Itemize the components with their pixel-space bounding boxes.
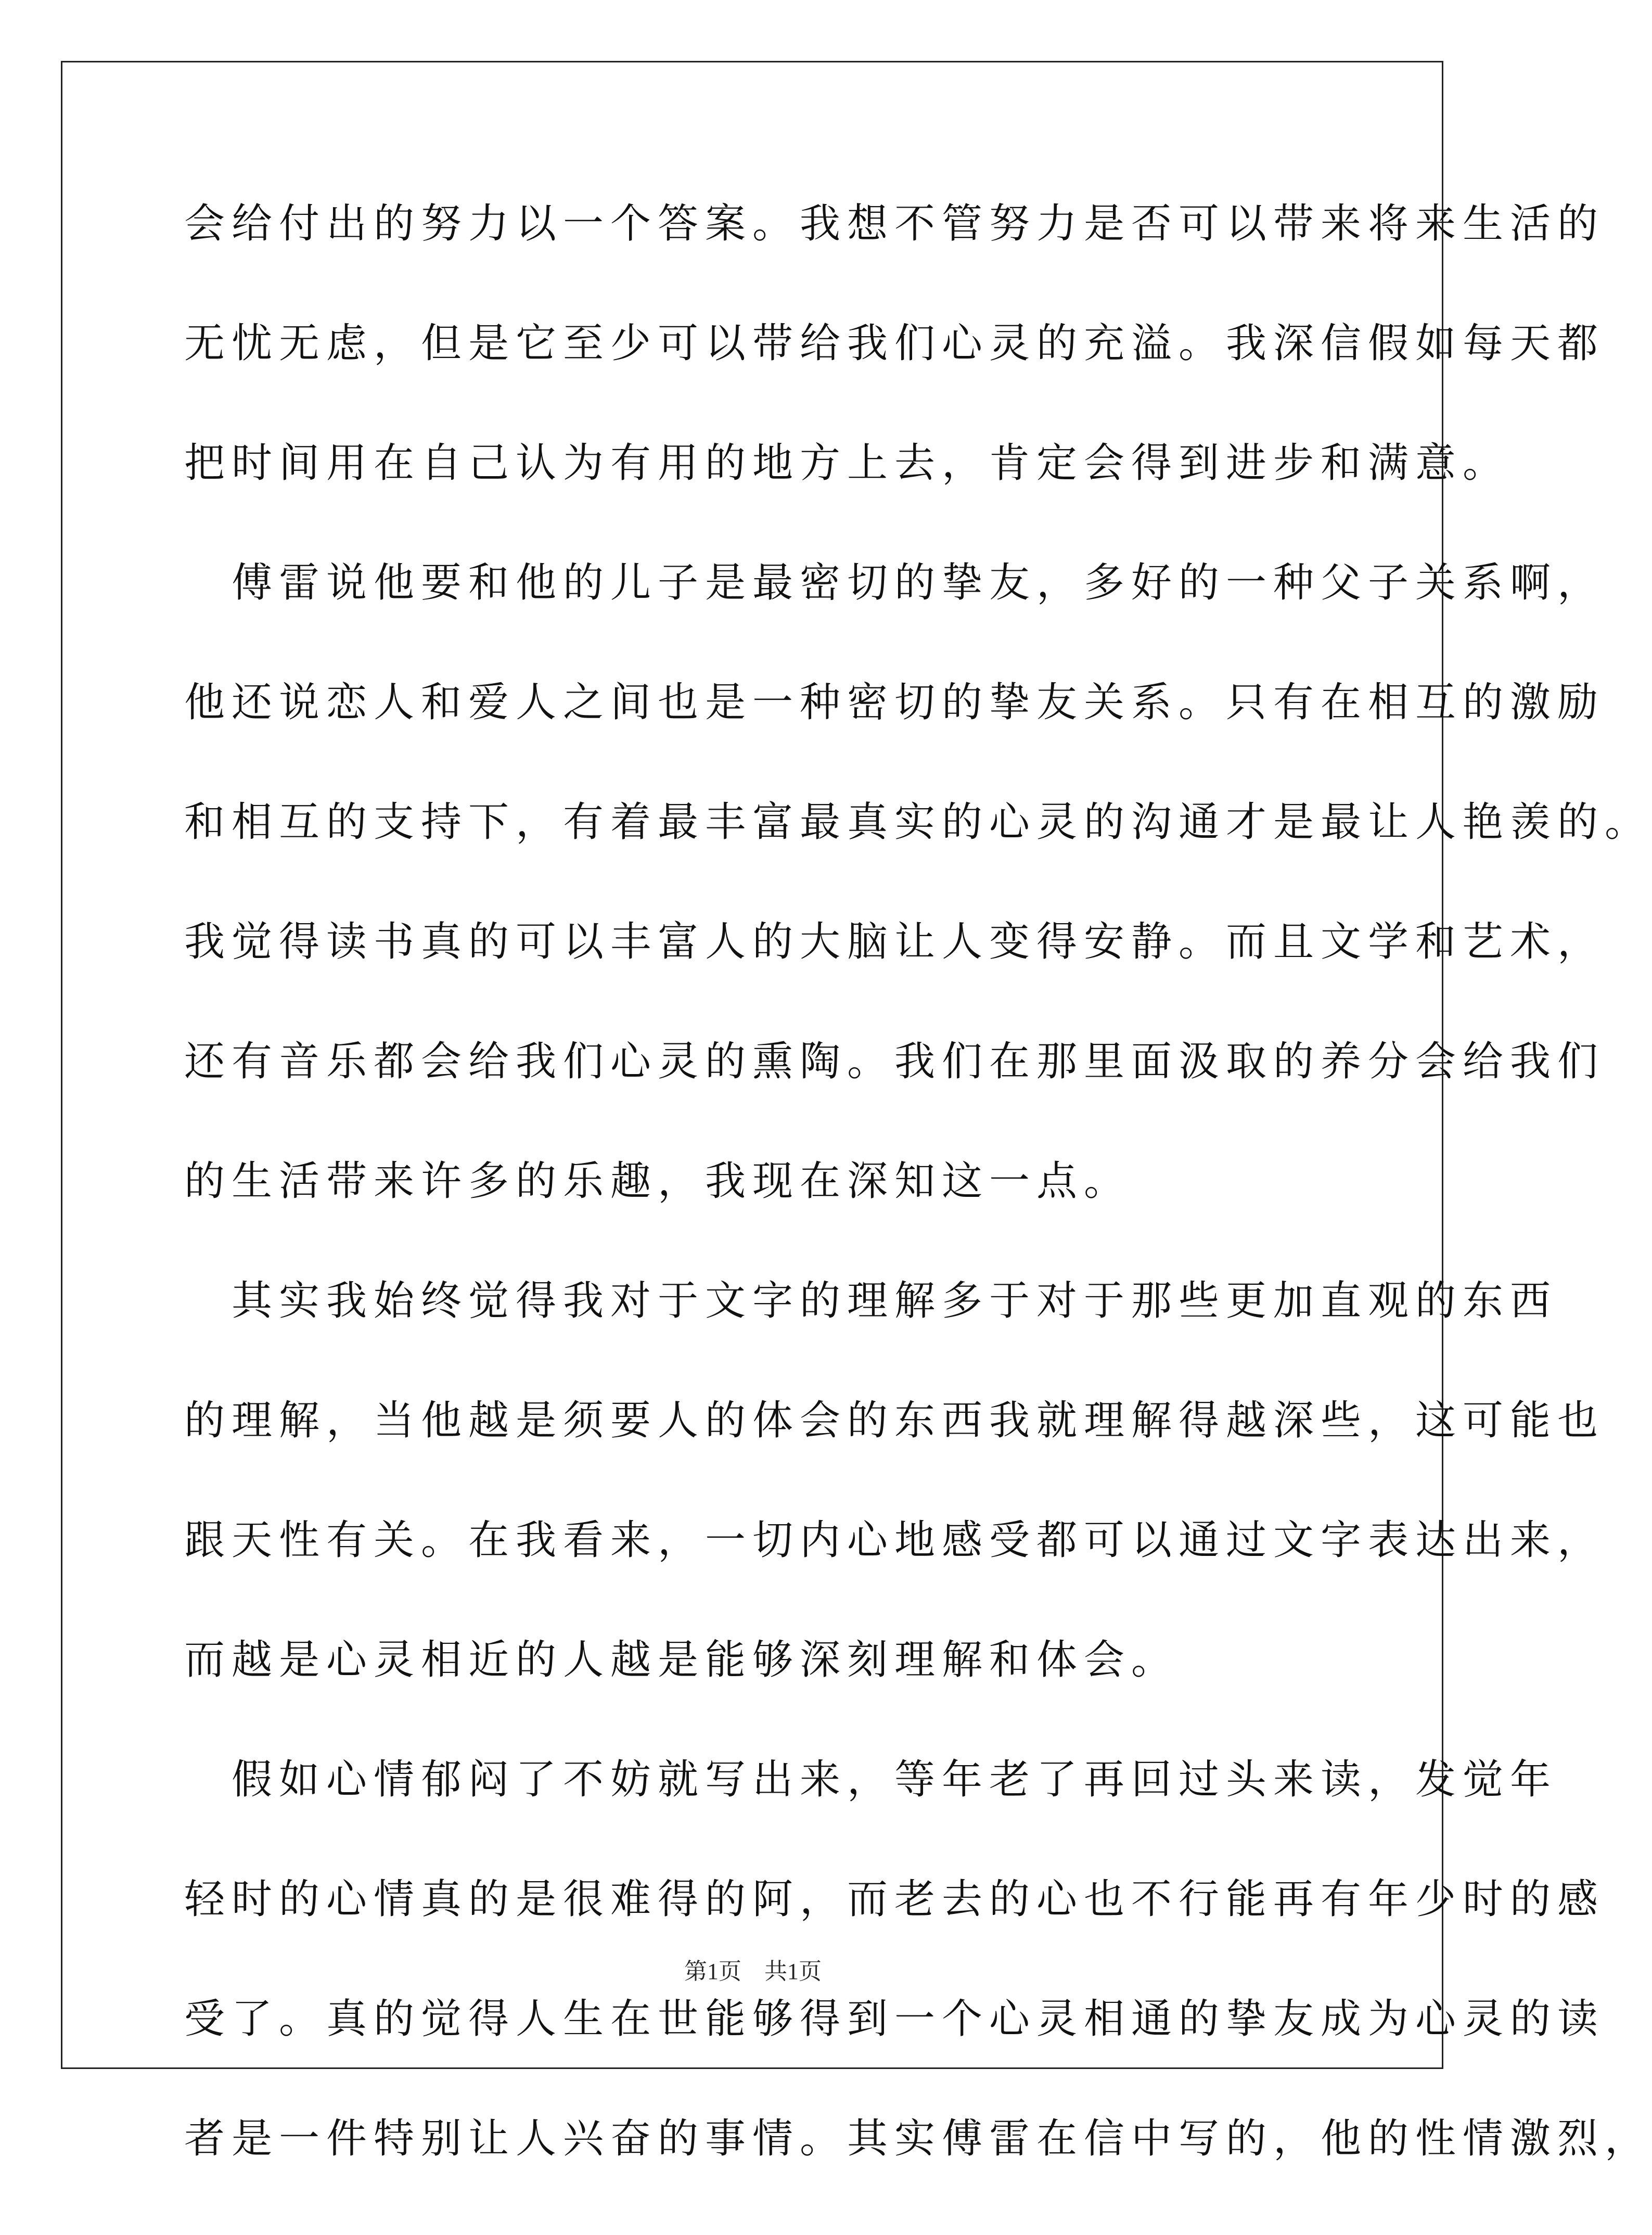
text-line: 假如心情郁闷了不妨就写出来，等年老了再回过头来读，发觉年 bbox=[184, 1756, 1558, 1803]
page-number-footer: 第1页 共1页 bbox=[684, 1959, 822, 1984]
text-line: 轻时的心情真的是很难得的阿，而老去的心也不行能再有年少时的感 bbox=[184, 1876, 1605, 1923]
text-line: 还有音乐都会给我们心灵的熏陶。我们在那里面汲取的养分会给我们 bbox=[184, 1038, 1605, 1085]
text-line: 的理解，当他越是须要人的体会的东西我就理解得越深些，这可能也 bbox=[184, 1397, 1605, 1444]
text-line: 跟天性有关。在我看来，一切内心地感受都可以通过文字表达出来， bbox=[184, 1517, 1605, 1564]
text-line: 我觉得读书真的可以丰富人的大脑让人变得安静。而且文学和艺术， bbox=[184, 918, 1605, 965]
text-line: 其实我始终觉得我对于文字的理解多于对于那些更加直观的东西 bbox=[184, 1278, 1558, 1324]
text-line: 会给付出的努力以一个答案。我想不管努力是否可以带来将来生活的 bbox=[184, 200, 1605, 247]
text-line: 受了。真的觉得人生在世能够得到一个心灵相通的挚友成为心灵的读 bbox=[184, 1996, 1605, 2042]
text-line: 者是一件特别让人兴奋的事情。其实傅雷在信中写的，他的性情激烈， bbox=[184, 2115, 1652, 2162]
text-line: 把时间用在自己认为有用的地方上去，肯定会得到进步和满意。 bbox=[184, 440, 1510, 487]
text-line: 傅雷说他要和他的儿子是最密切的挚友，多好的一种父子关系啊， bbox=[184, 559, 1605, 606]
text-line: 的生活带来许多的乐趣，我现在深知这一点。 bbox=[184, 1158, 1132, 1205]
text-line: 和相互的支持下，有着最丰富最真实的心灵的沟通才是最让人艳羡的。 bbox=[184, 799, 1652, 846]
text-line: 而越是心灵相近的人越是能够深刻理解和体会。 bbox=[184, 1637, 1179, 1683]
text-line: 无忧无虑，但是它至少可以带给我们心灵的充溢。我深信假如每天都 bbox=[184, 320, 1605, 367]
document-body bbox=[184, 200, 1652, 2235]
text-line: 他还说恋人和爱人之间也是一种密切的挚友关系。只有在相互的激励 bbox=[184, 679, 1605, 726]
